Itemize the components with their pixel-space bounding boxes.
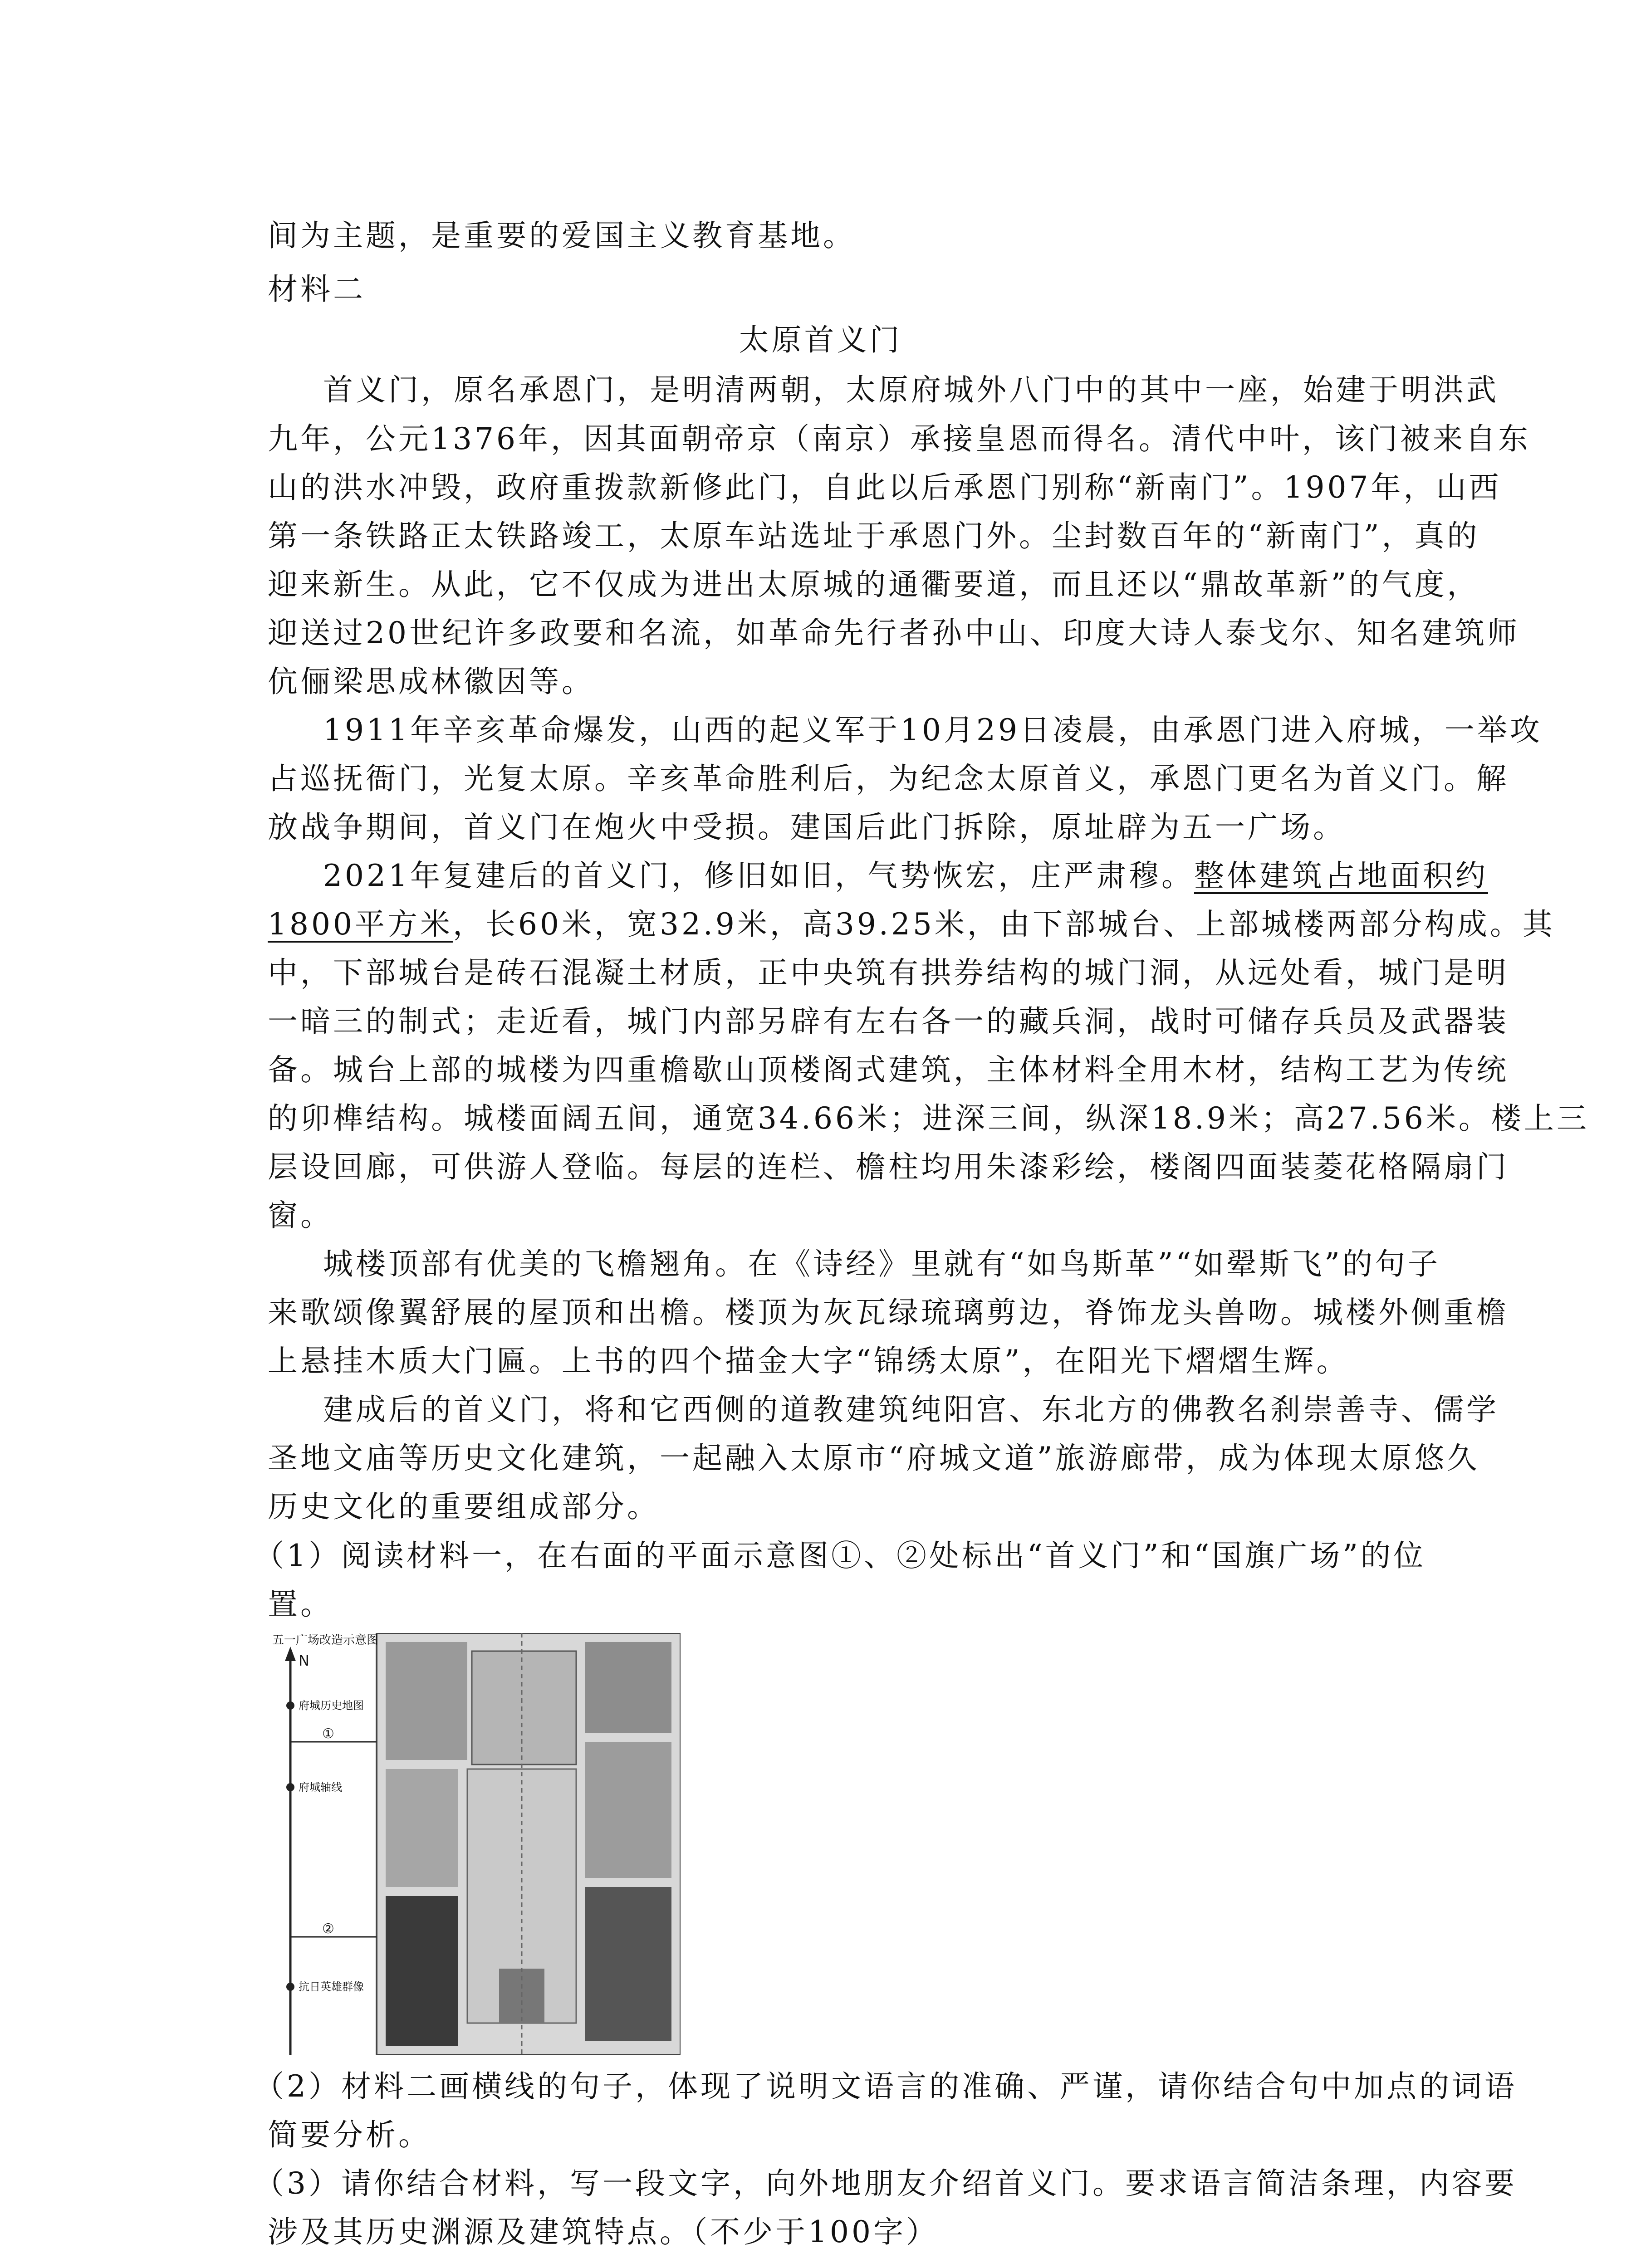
text-line: 的卯榫结构。城楼面阔五间，通宽34.66米；进深三间，纵深18.9米；高27.56米。楼上三 — [268, 1101, 1589, 1136]
text-line: 层设回廊，可供游人登临。每层的连栏、檐柱均用朱漆彩绘，楼阁四面装菱花格隔扇门 — [268, 1149, 1509, 1184]
text-segment: 2021年复建后的首义门，修旧如旧，气势恢宏，庄严肃穆。 — [323, 858, 1194, 893]
underlined-sentence: 整体建筑占地面积约 — [1194, 858, 1488, 893]
text-line: 一暗三的制式；走近看，城门内部另辟有左右各一的藏兵洞，战时可储存兵员及武器装 — [268, 1004, 1509, 1039]
text-line: 窗。 — [268, 1198, 333, 1233]
text-line: 备。城台上部的城楼为四重檐歇山顶楼阁式建筑，主体材料全用木材，结构工艺为传统 — [268, 1052, 1509, 1087]
map-label: 府城历史地图 — [299, 1699, 364, 1712]
text-line: 历史文化的重要组成部分。 — [268, 1489, 660, 1524]
text-line: 首义门，原名承恩门，是明清两朝，太原府城外八门中的其中一座，始建于明洪武 — [323, 372, 1499, 407]
text-line: 伉俪梁思成林徽因等。 — [268, 664, 594, 699]
text-line: 涉及其历史渊源及建筑特点。（不少于100字） — [268, 2214, 939, 2249]
plaza-map-figure — [272, 1633, 681, 2055]
text-line — [323, 853, 1494, 899]
text-line: 山的洪水冲毁，政府重拨款新修此门，自此以后承恩门别称“新南门”。1907年，山西 — [268, 470, 1502, 505]
question-3: （3）请你结合材料，写一段文字，向外地朋友介绍首义门。要求语言简洁条理，内容要 — [254, 2166, 1517, 2201]
map-label-marker-2: ② — [322, 1921, 334, 1937]
text-line: 第一条铁路正太铁路竣工，太原车站选址于承恩门外。尘封数百年的“新南门”，真的 — [268, 518, 1480, 553]
text-line: 占巡抚衙门，光复太原。辛亥革命胜利后，为纪念太原首义，承恩门更名为首义门。解 — [268, 761, 1509, 796]
text-line: 置。 — [268, 1587, 333, 1622]
text-line: 间为主题，是重要的爱国主义教育基地。 — [268, 218, 856, 253]
map-label: 府城轴线 — [299, 1781, 342, 1794]
text-line: 城楼顶部有优美的飞檐翘角。在《诗经》里就有“如鸟斯革”“如翚斯飞”的句子 — [323, 1246, 1440, 1281]
north-arrow-label: N — [299, 1652, 309, 1669]
text-line: 上悬挂木质大门匾。上书的四个描金大字“锦绣太原”，在阳光下熠熠生辉。 — [268, 1344, 1349, 1378]
underlined-sentence: 1800平方米 — [268, 907, 453, 942]
text-line: 来歌颂像翼舒展的屋顶和出檐。楼顶为灰瓦绿琉璃剪边，脊饰龙头兽吻。城楼外侧重檐 — [268, 1295, 1509, 1330]
question-2: （2）材料二画横线的句子，体现了说明文语言的准确、严谨，请你结合句中加点的词语 — [254, 2069, 1517, 2104]
map-label-marker-1: ① — [322, 1726, 334, 1742]
text-line: 简要分析。 — [268, 2117, 431, 2152]
text-line: 建成后的首义门，将和它西侧的道教建筑纯阳宫、东北方的佛教名刹崇善寺、儒学 — [323, 1392, 1499, 1427]
text-line: 九年，公元1376年，因其面朝帝京（南京）承接皇恩而得名。清代中叶，该门被来自东 — [268, 421, 1531, 456]
text-line — [268, 902, 1555, 947]
article-title: 太原首义门 — [739, 323, 902, 357]
text-line: 中，下部城台是砖石混凝土材质，正中央筑有拱券结构的城门洞，从远处看，城门是明 — [268, 955, 1509, 990]
question-1: （1）阅读材料一，在右面的平面示意图①、②处标出“首义门”和“国旗广场”的位 — [254, 1538, 1426, 1573]
text-line: 放战争期间，首义门在炮火中受损。建国后此门拆除，原址辟为五一广场。 — [268, 810, 1346, 845]
text-line: 迎送过20世纪许多政要和名流，如革命先行者孙中山、印度大诗人泰戈尔、知名建筑师 — [268, 616, 1520, 650]
text-segment: ，长60米，宽32.9米，高39.25米，由下部城台、上部城楼两部分构成。其 — [452, 907, 1555, 942]
map-label: 抗日英雄群像 — [299, 1980, 364, 1993]
text-line: 1911年辛亥革命爆发，山西的起义军于10月29日凌晨，由承恩门进入府城，一举攻 — [323, 713, 1543, 748]
text-line: 迎来新生。从此，它不仅成为进出太原城的通衢要道，而且还以“鼎故革新”的气度， — [268, 567, 1480, 602]
map-title: 五一广场改造示意图 — [272, 1633, 379, 1647]
section-label: 材料二 — [268, 272, 366, 307]
text-line: 圣地文庙等历史文化建筑，一起融入太原市“府城文道”旅游廊带，成为体现太原悠久 — [268, 1441, 1480, 1476]
